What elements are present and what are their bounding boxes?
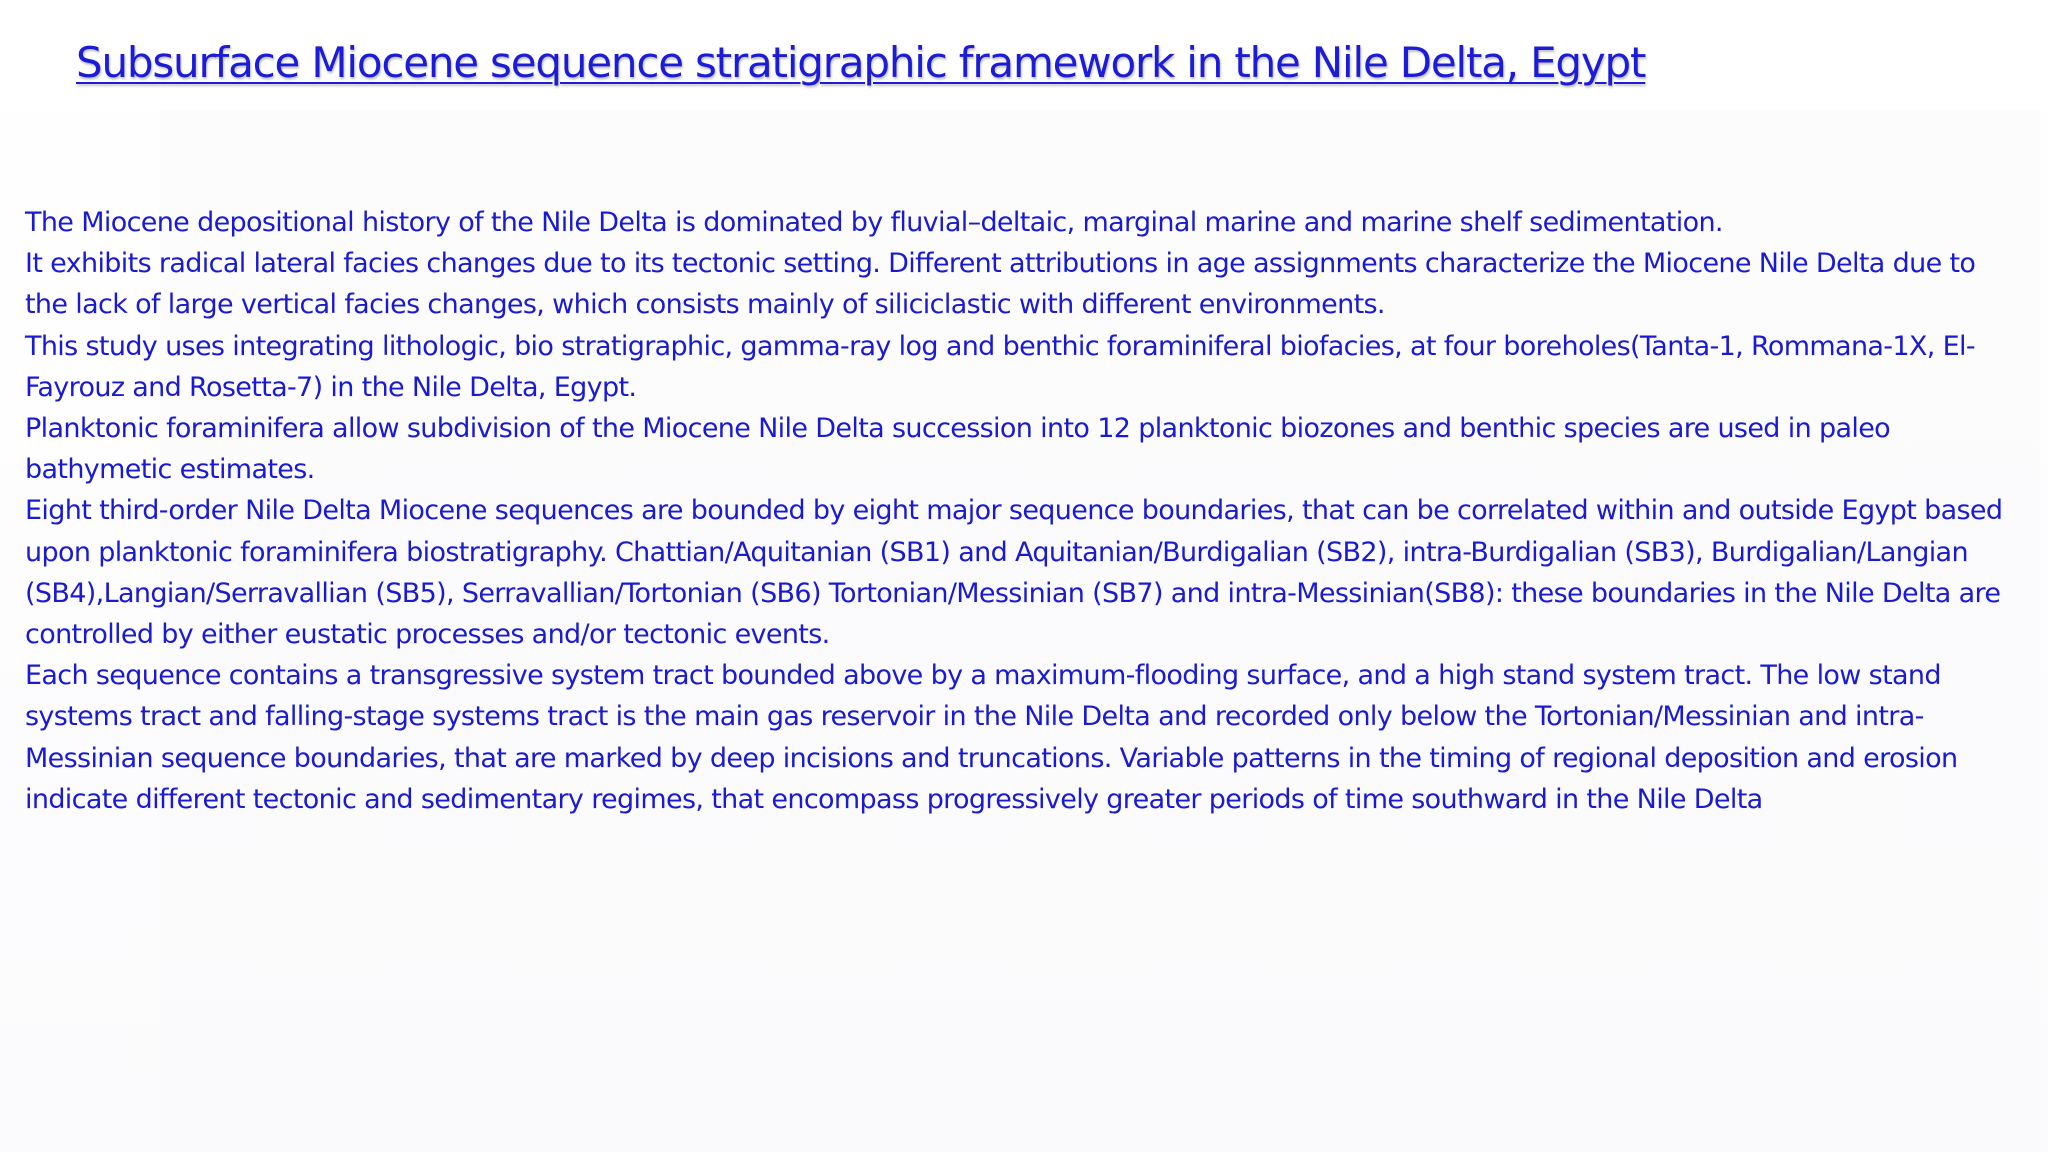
slide-body-text <box>25 202 2010 820</box>
paragraph-study-methods: This study uses integrating lithologic, bio stratigraphic, gamma-ray log and benthic foraminiferal biofacies, at four boreholes(Tanta-1, Rommana-1X, El-Fayrouz and Rosetta-7) in the Nile Delta, Egypt. <box>25 330 1975 403</box>
paragraph-system-tracts: Each sequence contains a transgressive system tract bounded above by a maximum-flooding surface, and a high stand system tract. The low stand systems tract and falling-stage systems tract is the main gas reservoir in the Nile Delta and recorded only below the Tortonian/Messinian and intra-Messinian sequence boundaries, that are marked by deep incisions and truncations. Variable patterns in the timing of regional deposition and erosion indicate different tectonic and sedimentary regimes, that encompass progressively greater periods of time southward in the Nile Delta <box>25 660 1958 815</box>
slide-title: Subsurface Miocene sequence stratigraphic framework in the Nile Delta, Egypt <box>76 38 1646 87</box>
paragraph-facies-changes: It exhibits radical lateral facies changes due to its tectonic setting. Different attributions in age assignments characterize the Miocene Nile Delta due to the lack of large vertical facies changes, which consists mainly of siliciclastic with different environments. <box>25 248 1976 321</box>
paragraph-sequence-boundaries: Eight third-order Nile Delta Miocene sequences are bounded by eight major sequence boundaries, that can be correlated within and outside Egypt based upon planktonic foraminifera biostratigraphy. Chattian/Aquitanian (SB1) and Aquitanian/Burdigalian (SB2), intra-Burdigalian (SB3), Burdigalian/Langian (SB4),Langian/Serravallian (SB5), Serravallian/Tortonian (SB6) Tortonian/Messinian (SB7) and intra-Messinian(SB8): these boundaries in the Nile Delta are controlled by either eustatic processes and/or tectonic events. <box>25 495 2003 651</box>
paragraph-planktonic-biozones: Planktonic foraminifera allow subdivision of the Miocene Nile Delta succession into 12 planktonic biozones and benthic species are used in paleo bathymetic estimates. <box>25 413 1891 486</box>
paragraph-depositional-history: The Miocene depositional history of the Nile Delta is dominated by fluvial–deltaic, marginal marine and marine shelf sedimentation. <box>25 207 1723 238</box>
